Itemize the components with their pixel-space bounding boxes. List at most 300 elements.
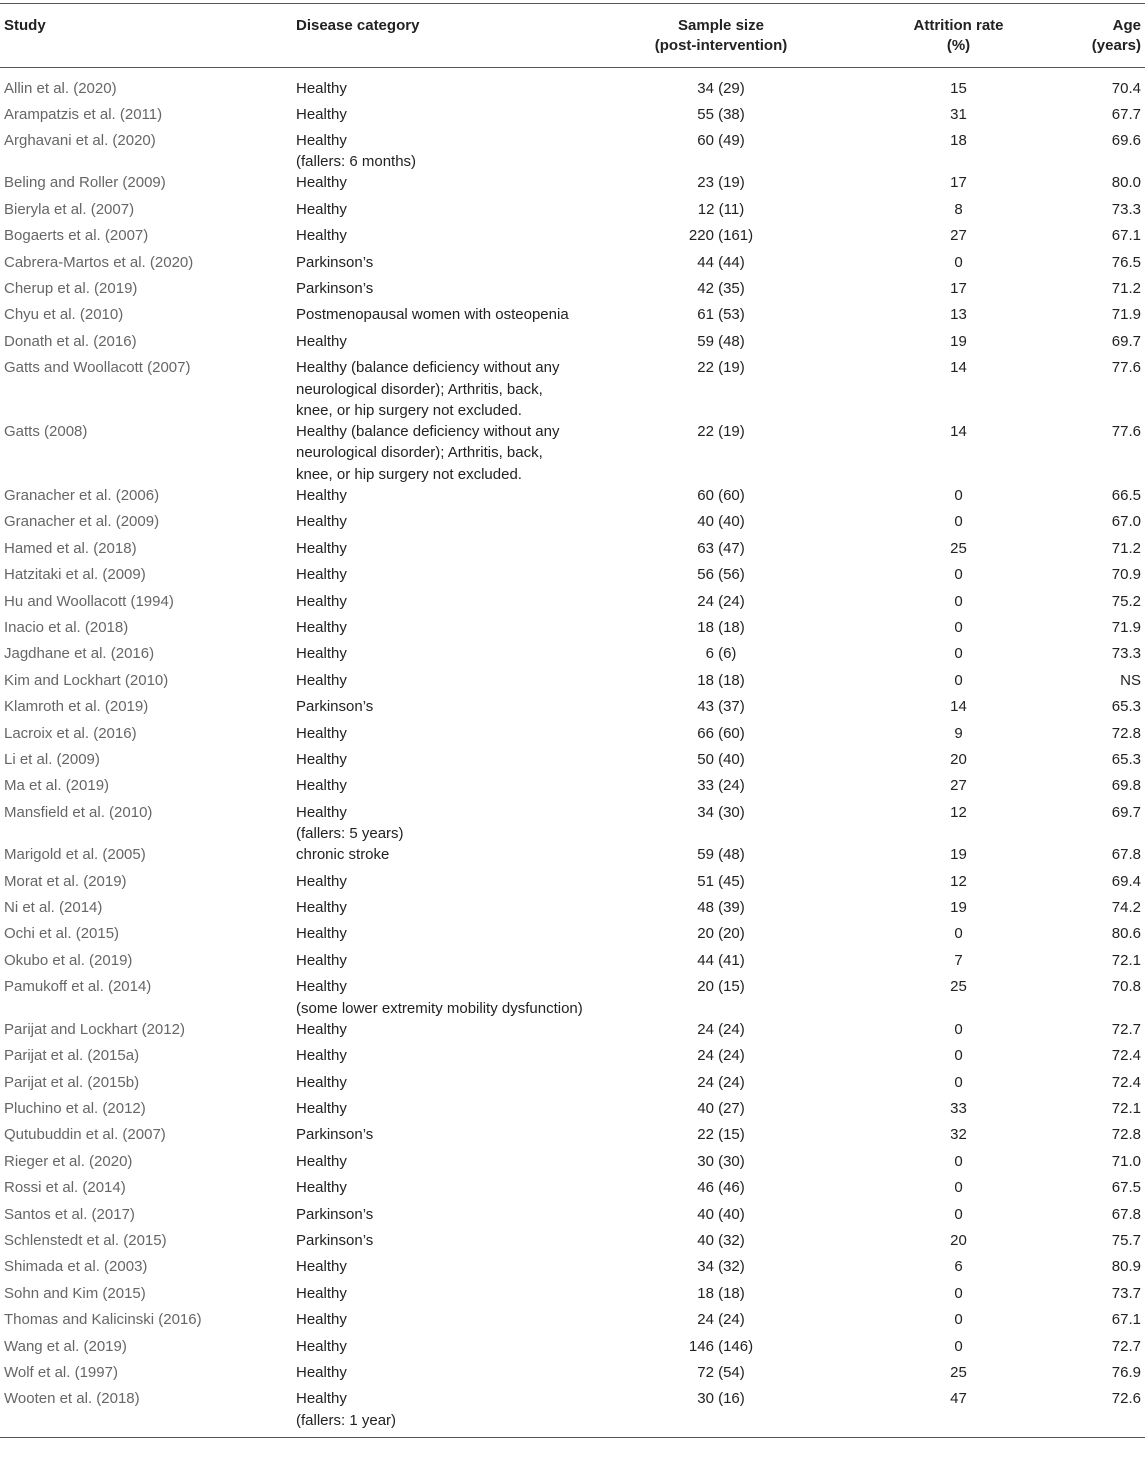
cell-study: Parijat et al. (2015b) <box>4 1073 140 1091</box>
cell-sample-size: 50 (40) <box>697 750 745 768</box>
disease-line: Parkinson’s <box>296 280 374 298</box>
cell-study: Donath et al. (2016) <box>4 332 137 350</box>
cell-sample-size: 55 (38) <box>697 105 745 123</box>
cell-attrition-rate: 17 <box>950 280 967 298</box>
cell-study: Parijat and Lockhart (2012) <box>4 1020 185 1038</box>
cell-sample-size: 24 (24) <box>697 1020 745 1038</box>
cell-attrition-rate: 7 <box>954 951 963 969</box>
table-row <box>0 1045 1145 1071</box>
cell-disease-category <box>292 670 590 696</box>
cell-study: Wang et al. (2019) <box>4 1337 127 1355</box>
cell-disease-category <box>292 1362 590 1388</box>
cell-disease-category <box>292 591 590 617</box>
table-row <box>0 1019 1145 1045</box>
cell-attrition-rate: 25 <box>950 1363 967 1381</box>
cell-study: Okubo et al. (2019) <box>4 951 133 969</box>
cell-attrition-rate: 25 <box>950 978 967 996</box>
disease-line: Healthy <box>296 1073 347 1091</box>
cell-disease-category <box>292 130 590 173</box>
cell-disease-category <box>292 1019 590 1045</box>
cell-age: 71.9 <box>1111 306 1141 324</box>
disease-line: Healthy <box>296 925 347 943</box>
cell-study: Gatts and Woollacott (2007) <box>4 359 191 377</box>
cell-study: Santos et al. (2017) <box>4 1205 135 1223</box>
cell-sample-size: 43 (37) <box>697 698 745 716</box>
cell-disease-category <box>292 172 590 198</box>
cell-age: 67.5 <box>1111 1179 1141 1197</box>
cell-attrition-rate: 0 <box>954 645 963 663</box>
cell-age: 80.9 <box>1111 1258 1141 1276</box>
disease-line: Healthy <box>296 803 347 821</box>
cell-disease-category <box>292 252 590 278</box>
cell-sample-size: 34 (29) <box>697 80 745 97</box>
cell-study: Klamroth et al. (2019) <box>4 698 149 716</box>
cell-sample-size: 18 (18) <box>697 671 745 689</box>
disease-line: (fallers: 6 months) <box>296 153 417 171</box>
cell-study: Allin et al. (2020) <box>4 80 117 97</box>
disease-line: Healthy <box>296 1337 347 1355</box>
cell-age: 69.7 <box>1111 803 1141 821</box>
table-row <box>0 1336 1145 1362</box>
disease-line: (some lower extremity mobility dysfunction) <box>296 999 583 1017</box>
cell-study: Cabrera-Martos et al. (2020) <box>4 253 194 271</box>
cell-disease-category <box>292 976 590 1019</box>
disease-line: Healthy <box>296 671 347 689</box>
cell-attrition-rate: 20 <box>950 1231 967 1249</box>
header-study: Study <box>4 17 46 34</box>
cell-age: 72.4 <box>1111 1073 1141 1091</box>
cell-disease-category <box>292 871 590 897</box>
header-row <box>0 4 1145 68</box>
cell-disease-category <box>292 199 590 225</box>
cell-sample-size: 61 (53) <box>697 306 745 324</box>
cell-sample-size: 40 (40) <box>697 513 745 531</box>
cell-age: 65.3 <box>1111 750 1141 768</box>
cell-sample-size: 56 (56) <box>697 566 745 584</box>
cell-study: Hu and Woollacott (1994) <box>4 592 174 610</box>
table-row <box>0 723 1145 749</box>
cell-attrition-rate: 0 <box>954 253 963 271</box>
cell-age: 72.8 <box>1111 1126 1141 1144</box>
cell-attrition-rate: 27 <box>950 227 967 245</box>
table-row <box>0 617 1145 643</box>
cell-age: 76.9 <box>1111 1363 1141 1381</box>
disease-line: Healthy <box>296 899 347 917</box>
table-row <box>0 775 1145 801</box>
cell-age: 67.1 <box>1111 1311 1141 1329</box>
cell-attrition-rate: 0 <box>954 925 963 943</box>
cell-attrition-rate: 12 <box>950 872 967 890</box>
cell-sample-size: 22 (19) <box>697 423 745 441</box>
table-row <box>0 1151 1145 1177</box>
disease-line: Healthy <box>296 872 347 890</box>
cell-sample-size: 12 (11) <box>697 200 745 218</box>
table-row <box>0 1309 1145 1335</box>
cell-disease-category <box>292 538 590 564</box>
cell-attrition-rate: 8 <box>954 200 963 218</box>
cell-disease-category <box>292 1177 590 1203</box>
cell-attrition-rate: 15 <box>950 80 967 97</box>
disease-line: Postmenopausal women with osteopenia <box>296 306 569 324</box>
cell-attrition-rate: 17 <box>950 174 967 192</box>
cell-sample-size: 60 (60) <box>697 487 745 504</box>
cell-sample-size: 24 (24) <box>697 592 745 610</box>
cell-study: Bogaerts et al. (2007) <box>4 227 149 245</box>
cell-sample-size: 220 (161) <box>688 227 754 245</box>
cell-disease-category <box>292 1256 590 1282</box>
cell-sample-size: 59 (48) <box>697 846 745 864</box>
cell-attrition-rate: 0 <box>954 1047 963 1065</box>
disease-line: Healthy <box>296 978 347 996</box>
cell-sample-size: 46 (46) <box>697 1179 745 1197</box>
cell-sample-size: 20 (20) <box>697 925 745 943</box>
cell-disease-category <box>292 1124 590 1150</box>
cell-age: 80.6 <box>1111 925 1141 943</box>
table-row <box>0 1177 1145 1203</box>
cell-age: 66.5 <box>1111 487 1141 504</box>
cell-attrition-rate: 0 <box>954 1073 963 1091</box>
table-row <box>0 1124 1145 1150</box>
table-row <box>0 1204 1145 1230</box>
disease-line: Healthy <box>296 1179 347 1197</box>
cell-age: 72.8 <box>1111 724 1141 742</box>
cell-disease-category <box>292 331 590 357</box>
cell-sample-size: 59 (48) <box>697 332 745 350</box>
cell-age: 67.7 <box>1111 105 1141 123</box>
cell-disease-category <box>292 1388 590 1437</box>
cell-study: Morat et al. (2019) <box>4 872 127 890</box>
cell-attrition-rate: 0 <box>954 1020 963 1038</box>
disease-line: Healthy <box>296 227 347 245</box>
cell-disease-category <box>292 511 590 537</box>
table-row <box>0 252 1145 278</box>
cell-age: 69.8 <box>1111 777 1141 795</box>
cell-attrition-rate: 25 <box>950 539 967 557</box>
cell-disease-category <box>292 802 590 845</box>
cell-age: 72.7 <box>1111 1337 1141 1355</box>
table-row <box>0 871 1145 897</box>
cell-sample-size: 40 (32) <box>697 1231 745 1249</box>
disease-line: Healthy (balance deficiency without any <box>296 423 560 441</box>
cell-study: Lacroix et al. (2016) <box>4 724 137 742</box>
table-row <box>0 199 1145 225</box>
cell-sample-size: 23 (19) <box>697 174 745 192</box>
cell-sample-size: 30 (30) <box>697 1152 745 1170</box>
cell-disease-category <box>292 1230 590 1256</box>
cell-attrition-rate: 0 <box>954 1152 963 1170</box>
cell-study: Shimada et al. (2003) <box>4 1258 148 1276</box>
table-row <box>0 357 1145 421</box>
cell-disease-category <box>292 1045 590 1071</box>
header-sample-size: Sample size (post-intervention) <box>654 17 788 54</box>
cell-study: Bieryla et al. (2007) <box>4 200 135 218</box>
cell-age: 76.5 <box>1111 253 1141 271</box>
cell-age: 75.7 <box>1111 1231 1141 1249</box>
cell-attrition-rate: 19 <box>950 899 967 917</box>
cell-sample-size: 33 (24) <box>697 777 745 795</box>
disease-line: Healthy <box>296 1363 347 1381</box>
cell-sample-size: 22 (19) <box>697 359 745 377</box>
cell-sample-size: 60 (49) <box>697 131 745 149</box>
disease-line: Healthy <box>296 1047 347 1065</box>
cell-study: Chyu et al. (2010) <box>4 306 124 324</box>
cell-age: NS <box>1120 671 1141 689</box>
cell-study: Rossi et al. (2014) <box>4 1179 126 1197</box>
cell-disease-category <box>292 225 590 251</box>
cell-age: 72.6 <box>1111 1390 1141 1408</box>
table-row <box>0 1388 1145 1437</box>
cell-sample-size: 40 (40) <box>697 1205 745 1223</box>
cell-study: Granacher et al. (2006) <box>4 487 160 504</box>
cell-disease-category <box>292 950 590 976</box>
disease-line: Healthy <box>296 174 347 192</box>
cell-attrition-rate: 14 <box>950 423 967 441</box>
cell-study: Wolf et al. (1997) <box>4 1363 118 1381</box>
cell-attrition-rate: 0 <box>954 1337 963 1355</box>
disease-line: Healthy <box>296 1152 347 1170</box>
cell-disease-category <box>292 278 590 304</box>
cell-attrition-rate: 0 <box>954 566 963 584</box>
table-row <box>0 643 1145 669</box>
cell-disease-category <box>292 1204 590 1230</box>
cell-sample-size: 66 (60) <box>697 724 745 742</box>
cell-study: Gatts (2008) <box>4 423 88 441</box>
cell-sample-size: 30 (16) <box>697 1390 745 1408</box>
cell-disease-category <box>292 723 590 749</box>
cell-age: 72.7 <box>1111 1020 1141 1038</box>
cell-study: Ma et al. (2019) <box>4 777 110 795</box>
table-row <box>0 844 1145 870</box>
disease-line: Healthy <box>296 566 347 584</box>
disease-line: (fallers: 5 years) <box>296 824 404 842</box>
table-row <box>0 976 1145 1019</box>
cell-age: 69.7 <box>1111 332 1141 350</box>
disease-line: Healthy <box>296 1258 347 1276</box>
cell-sample-size: 24 (24) <box>697 1311 745 1329</box>
cell-age: 70.4 <box>1111 80 1141 97</box>
cell-age: 67.1 <box>1111 227 1141 245</box>
table-row <box>0 278 1145 304</box>
disease-line: Healthy <box>296 80 347 97</box>
header-attrition-rate: Attrition rate (%) <box>913 17 1004 54</box>
cell-age: 71.9 <box>1111 618 1141 636</box>
cell-attrition-rate: 0 <box>954 1205 963 1223</box>
cell-study: Sohn and Kim (2015) <box>4 1284 146 1302</box>
cell-attrition-rate: 6 <box>954 1258 963 1276</box>
cell-study: Hamed et al. (2018) <box>4 539 137 557</box>
cell-attrition-rate: 14 <box>950 359 967 377</box>
table-row <box>0 923 1145 949</box>
cell-disease-category <box>292 1151 590 1177</box>
disease-line: knee, or hip surgery not excluded. <box>296 465 522 483</box>
cell-disease-category <box>292 749 590 775</box>
header-disease-category: Disease category <box>296 17 420 34</box>
disease-line: Healthy <box>296 1020 347 1038</box>
cell-study: Jagdhane et al. (2016) <box>4 645 155 663</box>
cell-disease-category <box>292 1072 590 1098</box>
disease-line: Healthy <box>296 200 347 218</box>
cell-study: Cherup et al. (2019) <box>4 280 138 298</box>
cell-disease-category <box>292 775 590 801</box>
cell-age: 71.2 <box>1111 280 1141 298</box>
cell-study: Rieger et al. (2020) <box>4 1152 133 1170</box>
disease-line: chronic stroke <box>296 846 390 864</box>
cell-study: Pamukoff et al. (2014) <box>4 978 152 996</box>
cell-sample-size: 34 (30) <box>697 803 745 821</box>
cell-age: 77.6 <box>1111 423 1141 441</box>
cell-attrition-rate: 0 <box>954 513 963 531</box>
disease-line: Healthy <box>296 513 347 531</box>
cell-attrition-rate: 20 <box>950 750 967 768</box>
cell-sample-size: 24 (24) <box>697 1047 745 1065</box>
cell-attrition-rate: 9 <box>954 724 963 742</box>
table-row <box>0 331 1145 357</box>
disease-line: Healthy <box>296 105 347 123</box>
cell-sample-size: 51 (45) <box>697 872 745 890</box>
cell-sample-size: 18 (18) <box>697 618 745 636</box>
disease-line: Healthy <box>296 951 347 969</box>
cell-sample-size: 18 (18) <box>697 1284 745 1302</box>
table-row <box>0 897 1145 923</box>
disease-line: knee, or hip surgery not excluded. <box>296 401 522 419</box>
cell-age: 69.4 <box>1111 872 1141 890</box>
cell-attrition-rate: 27 <box>950 777 967 795</box>
table-row <box>0 1362 1145 1388</box>
cell-disease-category <box>292 104 590 130</box>
disease-line: Healthy <box>296 1390 347 1408</box>
cell-disease-category <box>292 923 590 949</box>
cell-attrition-rate: 13 <box>950 306 967 324</box>
cell-study: Wooten et al. (2018) <box>4 1390 140 1408</box>
cell-attrition-rate: 32 <box>950 1126 967 1144</box>
disease-line: Healthy <box>296 1311 347 1329</box>
cell-age: 70.9 <box>1111 566 1141 584</box>
cell-sample-size: 72 (54) <box>697 1363 745 1381</box>
cell-study: Inacio et al. (2018) <box>4 618 129 636</box>
disease-line: Healthy (balance deficiency without any <box>296 359 560 377</box>
table-row <box>0 304 1145 330</box>
cell-study: Beling and Roller (2009) <box>4 174 166 192</box>
cell-disease-category <box>292 68 590 104</box>
cell-sample-size: 22 (15) <box>697 1126 745 1144</box>
cell-attrition-rate: 0 <box>954 618 963 636</box>
cell-attrition-rate: 31 <box>950 105 967 123</box>
cell-study: Ni et al. (2014) <box>4 899 103 917</box>
cell-attrition-rate: 0 <box>954 487 963 504</box>
cell-sample-size: 146 (146) <box>688 1337 754 1355</box>
disease-line: Healthy <box>296 1284 347 1302</box>
cell-age: 69.6 <box>1111 131 1141 149</box>
disease-line: Parkinson’s <box>296 698 374 716</box>
table-row <box>0 172 1145 198</box>
table-header <box>0 4 1145 68</box>
cell-attrition-rate: 18 <box>950 131 967 149</box>
table-row <box>0 1256 1145 1282</box>
disease-line: Healthy <box>296 1100 347 1117</box>
table-row <box>0 564 1145 590</box>
table-row <box>0 670 1145 696</box>
cell-age: 74.2 <box>1111 899 1141 917</box>
cell-study: Parijat et al. (2015a) <box>4 1047 140 1065</box>
disease-line: Healthy <box>296 539 347 557</box>
table-row <box>0 696 1145 722</box>
cell-disease-category <box>292 304 590 330</box>
cell-disease-category <box>292 485 590 511</box>
cell-disease-category <box>292 357 590 421</box>
disease-line: Healthy <box>296 645 347 663</box>
disease-line: Healthy <box>296 777 347 795</box>
cell-attrition-rate: 19 <box>950 332 967 350</box>
cell-disease-category <box>292 564 590 590</box>
cell-study: Schlenstedt et al. (2015) <box>4 1231 167 1249</box>
cell-sample-size: 48 (39) <box>697 899 745 917</box>
disease-line: Parkinson’s <box>296 1231 374 1249</box>
cell-study: Qutubuddin et al. (2007) <box>4 1126 166 1144</box>
table-row <box>0 749 1145 775</box>
header-age: Age (years) <box>1091 17 1141 54</box>
cell-age: 75.2 <box>1111 592 1141 610</box>
cell-sample-size: 44 (44) <box>697 253 745 271</box>
table-row <box>0 802 1145 845</box>
disease-line: Healthy <box>296 750 347 768</box>
cell-sample-size: 44 (41) <box>697 951 745 969</box>
table-body <box>0 68 1145 1438</box>
cell-attrition-rate: 47 <box>950 1390 967 1408</box>
table-row <box>0 130 1145 173</box>
disease-line: Healthy <box>296 332 347 350</box>
cell-study: Hatzitaki et al. (2009) <box>4 566 146 584</box>
table-row <box>0 591 1145 617</box>
cell-attrition-rate: 0 <box>954 1311 963 1329</box>
cell-study: Ochi et al. (2015) <box>4 925 120 943</box>
disease-line: Parkinson’s <box>296 1126 374 1144</box>
table-row <box>0 68 1145 104</box>
disease-line: Parkinson’s <box>296 253 374 271</box>
cell-sample-size: 42 (35) <box>697 280 745 298</box>
cell-sample-size: 20 (15) <box>697 978 745 996</box>
cell-attrition-rate: 33 <box>950 1100 967 1117</box>
cell-disease-category <box>292 844 590 870</box>
table-row <box>0 511 1145 537</box>
cell-disease-category <box>292 1336 590 1362</box>
cell-disease-category <box>292 1309 590 1335</box>
disease-line: neurological disorder); Arthritis, back, <box>296 380 543 398</box>
cell-age: 80.0 <box>1111 174 1141 192</box>
table-row <box>0 538 1145 564</box>
cell-disease-category <box>292 897 590 923</box>
cell-study: Kim and Lockhart (2010) <box>4 671 169 689</box>
cell-disease-category <box>292 696 590 722</box>
cell-age: 65.3 <box>1111 698 1141 716</box>
cell-attrition-rate: 19 <box>950 846 967 864</box>
cell-sample-size: 34 (32) <box>697 1258 745 1276</box>
table-row <box>0 1098 1145 1124</box>
cell-attrition-rate: 0 <box>954 1179 963 1197</box>
cell-attrition-rate: 0 <box>954 592 963 610</box>
table-row <box>0 485 1145 511</box>
table-row <box>0 1283 1145 1309</box>
cell-age: 70.8 <box>1111 978 1141 996</box>
table-row <box>0 950 1145 976</box>
cell-attrition-rate: 0 <box>954 1284 963 1302</box>
disease-line: Healthy <box>296 592 347 610</box>
cell-disease-category <box>292 421 590 485</box>
cell-sample-size: 40 (27) <box>697 1100 745 1117</box>
cell-sample-size: 6 (6) <box>705 645 737 663</box>
cell-sample-size: 24 (24) <box>697 1073 745 1091</box>
disease-line: Healthy <box>296 724 347 742</box>
cell-study: Granacher et al. (2009) <box>4 513 160 531</box>
